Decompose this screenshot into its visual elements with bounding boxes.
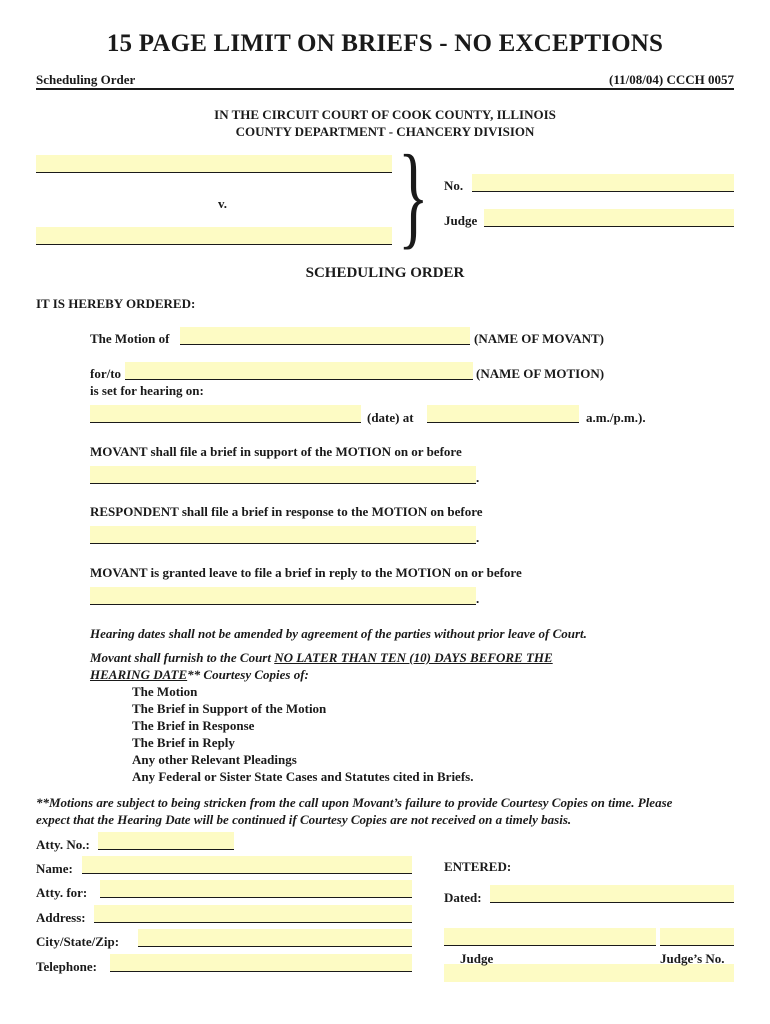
for-to-label: for/to: [90, 366, 122, 381]
atty-no-label: Atty. No.:: [36, 837, 90, 852]
respondent-brief-text: RESPONDENT shall file a brief in response to the MOTION on before: [90, 504, 483, 519]
page-title: 15 PAGE LIMIT ON BRIEFS - NO EXCEPTIONS: [106, 30, 664, 57]
name-label: Name:: [36, 861, 73, 876]
judge-number-label: Judge’s No.: [660, 951, 725, 966]
copy-item: The Brief in Reply: [132, 735, 235, 750]
reply-brief-date-field[interactable]: [90, 587, 476, 605]
set-for-hearing-label: is set for hearing on:: [90, 383, 204, 398]
case-no-label: No.: [444, 178, 464, 193]
ordered-label: IT IS HEREBY ORDERED:: [36, 296, 196, 311]
stricken-line-2: expect that the Hearing Date will be continued if Courtesy Copies are not received on a timely basis.: [36, 812, 572, 827]
judge-signature-area[interactable]: [444, 964, 734, 982]
motion-name-hint: (NAME OF MOTION): [476, 366, 605, 381]
copy-item: Any other Relevant Pleadings: [132, 752, 297, 767]
hearing-date-underlined: HEARING DATE: [90, 667, 188, 682]
reply-brief-text: MOVANT is granted leave to file a brief in reply to the MOTION on or before: [90, 565, 522, 580]
judge-field[interactable]: [484, 209, 734, 227]
period: .: [476, 470, 480, 485]
hearing-date-field[interactable]: [90, 405, 361, 423]
judge-number-field[interactable]: [660, 928, 734, 946]
court-line-1: IN THE CIRCUIT COURT OF COOK COUNTY, ILLINOIS: [214, 107, 556, 122]
plaintiff-field[interactable]: [36, 155, 392, 173]
case-no-field[interactable]: [472, 174, 734, 192]
caption-brace: }: [398, 132, 429, 260]
atty-for-label: Atty. for:: [36, 885, 88, 900]
copy-item: The Brief in Response: [132, 718, 255, 733]
order-heading: SCHEDULING ORDER: [305, 265, 465, 281]
time-suffix: a.m./p.m.).: [586, 410, 646, 425]
form-code: (11/08/04) CCCH 0057: [609, 72, 734, 87]
stricken-line-1: **Motions are subject to being stricken from the call upon Movant’s failure to provide Courtesy Copies on time. Please: [36, 795, 673, 810]
atty-no-field[interactable]: [98, 832, 234, 850]
furnish-prefix: Movant shall furnish to the Court: [90, 650, 275, 665]
judge-signature-field[interactable]: [444, 928, 656, 946]
copy-item: The Motion: [132, 684, 198, 699]
movant-brief-date-field[interactable]: [90, 466, 476, 484]
dated-field[interactable]: [490, 885, 734, 903]
dated-label: Dated:: [444, 890, 482, 905]
furnish-suffix: ** Courtesy Copies of:: [187, 667, 309, 682]
versus-label: v.: [218, 196, 228, 211]
address-field[interactable]: [94, 905, 412, 923]
movant-brief-text: MOVANT shall file a brief in support of the MOTION on or before: [90, 444, 462, 459]
city-state-zip-field[interactable]: [138, 929, 412, 947]
telephone-field[interactable]: [110, 954, 412, 972]
period: .: [476, 591, 480, 606]
judge-signature-label: Judge: [460, 951, 494, 966]
movant-name-hint: (NAME OF MOVANT): [474, 331, 604, 346]
copy-item: Any Federal or Sister State Cases and Statutes cited in Briefs.: [132, 769, 474, 784]
respondent-brief-date-field[interactable]: [90, 526, 476, 544]
period: .: [476, 530, 480, 545]
atty-for-field[interactable]: [100, 880, 412, 898]
defendant-field[interactable]: [36, 227, 392, 245]
motion-name-field[interactable]: [125, 362, 473, 380]
court-line-2: COUNTY DEPARTMENT - CHANCERY DIVISION: [235, 124, 535, 139]
motion-of-label: The Motion of: [90, 331, 170, 346]
address-label: Address:: [36, 910, 86, 925]
city-label: City/State/Zip:: [36, 934, 120, 949]
atty-name-field[interactable]: [82, 856, 412, 874]
furnish-line-1: [90, 650, 553, 665]
form-name: Scheduling Order: [36, 72, 136, 87]
furnish-deadline: NO LATER THAN TEN (10) DAYS BEFORE THE: [274, 650, 553, 665]
amend-warning: Hearing dates shall not be amended by agreement of the parties without prior leave of Court.: [90, 626, 587, 641]
hearing-date-label: (date) at: [367, 410, 414, 425]
movant-name-field[interactable]: [180, 327, 470, 345]
entered-label: ENTERED:: [444, 859, 512, 874]
judge-label: Judge: [444, 213, 478, 228]
copy-item: The Brief in Support of the Motion: [132, 701, 327, 716]
telephone-label: Telephone:: [36, 959, 97, 974]
furnish-line-2: [90, 667, 309, 682]
hearing-time-field[interactable]: [427, 405, 579, 423]
header-rule: [36, 88, 734, 90]
